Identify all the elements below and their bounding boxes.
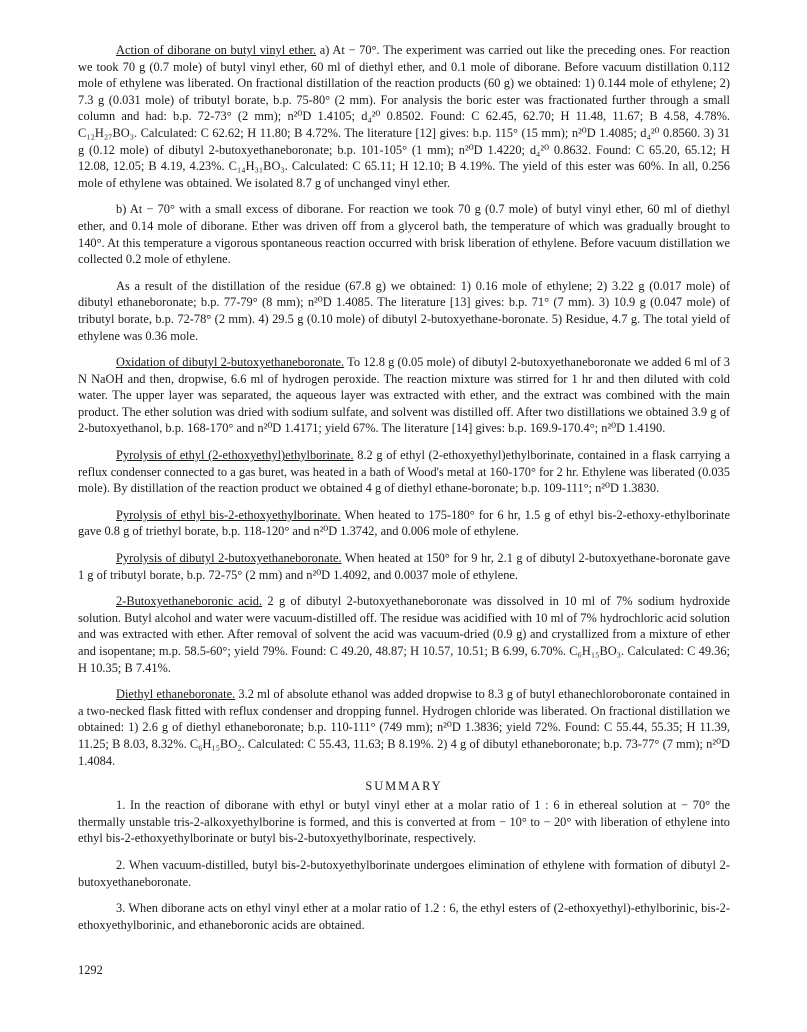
- paragraph-heading: Action of diborane on butyl vinyl ether.: [116, 43, 317, 57]
- summary-heading: SUMMARY: [365, 779, 443, 794]
- summary-item: 3. When diborane acts on ethyl vinyl ether at a molar ratio of 1.2 : 6, the ethyl esters of (2-ethoxyethyl)-ethylborinic, bis-2-ethoxyethylborinic, and ethaneboronic acids are obtained.: [78, 901, 730, 932]
- paragraph-heading: Oxidation of dibutyl 2-butoxyethaneboronate.: [116, 355, 345, 370]
- paragraph-text: b) At − 70° with a small excess of diborane. For reaction we took 70 g (0.7 mole) of butyl vinyl ether, 60 ml of diethyl ether, and 0.14 mole of diborane. Ether was driven off from a glycerol bath, the temperature of which was gradually brought to 140°. At this temperature a vigorous spontaneous reaction occurred with brisk liberation of ethylene. Before vacuum distillation we collected 0.2 mole of ethylene.: [78, 202, 730, 267]
- paragraph-oxidation: [78, 354, 730, 437]
- paragraph-distillation-residue: [78, 278, 730, 344]
- paragraph-heading: Pyrolysis of dibutyl 2-butoxyethaneboronate.: [116, 551, 342, 566]
- paragraph-text: To 12.8 g (0.05 mole) of dibutyl 2-butoxyethaneboronate we added 6 ml of 3 N NaOH and then, dropwise, 6.6 ml of hydrogen peroxide. The reaction mixture was stirred for 1 hr and then diluted with cold water. The upper layer was separated, the aqueous layer was extracted with ether, and the extract was combined with the main product. The ether solution was dried with sodium sulfate, and solvent was distilled off. After two distillations we obtained 3.9 g of 2-butoxyethanol, b.p. 168-170° and n²⁰D 1.4171; yield 67%. The literature [14] gives: b.p. 169.9-170.4°; n²⁰D 1.4190.: [78, 355, 730, 436]
- paragraph-text: 2 g of dibutyl 2-butoxyethaneboronate was dissolved in 10 ml of 7% sodium hydroxide solution. Butyl alcohol and water were vacuum-distilled off. The residue was acidified with 10 ml of 7% hydrochloric acid solution and was extracted with ether. After removal of solvent the acid was vacuum-dried (0.9 g) and crystallized from a mixture of ether and isopentane; m.p. 58.5-60°; yield 79%. Found: C 49.20, 48.87; H 10.57, 10.51; B 6.99, 6.70%. C₆H₁₅BO₃. Calculated: C 49.36; H 10.35; B 7.41%.: [78, 594, 730, 675]
- summary-item: 1. In the reaction of diborane with ethyl or butyl vinyl ether at a molar ratio of 1 : 6 in ethereal solution at − 70° the thermally unstable tris-2-alkoxyethylborine is formed, and this is converted at from − 10° to − 20° with liberation of ethylene into ethyl bis-2-ethoxyethylborinate or butyl bis-2-butoxyethylborinate, respectively.: [78, 798, 730, 846]
- paragraph-text: 3.2 ml of absolute ethanol was added dropwise to 8.3 g of butyl ethanechloroboronate contained in a two-necked flask fitted with reflux condenser and dropping funnel. Hydrogen chloride was liberated. On fractional distillation we obtained: 1) 2.6 g of diethyl ethaneboronate; b.p. 110-111° (749 mm); n²⁰D 1.3836; yield 72%. Found: C 55.44, 55.35; H 11.39, 11.25; B 8.03, 8.32%. C₆H₁₅BO₂. Calculated: C 55.43, 11.63; B 8.19%. 2) 4 g of dibutyl ethaneboronate; b.p. 73-77° (7 mm); n²⁰D 1.4084.: [78, 687, 730, 768]
- paragraph-text: As a result of the distillation of the residue (67.8 g) we obtained: 1) 0.16 mole of ethylene; 2) 3.22 g (0.017 mole) of dibutyl ethaneboronate; b.p. 77-79° (8 mm); n²⁰D 1.4085. The literature [13] gives: b.p. 71° (7 mm). 3) 10.9 g (0.047 mole) of tributyl borate, b.p. 72-78° (2 mm). 4) 29.5 g (0.10 mole) of dibutyl 2-butoxyethane-boronate. 5) Residue, 4.7 g. The total yield of ethylene was 0.36 mole.: [78, 278, 730, 343]
- paragraph-pyrolysis-ethylborinate: [78, 447, 730, 497]
- paragraph-excess-diborane: [78, 201, 730, 267]
- paragraph-boronic-acid: [78, 593, 730, 676]
- paragraph-pyrolysis-bis-ethoxyethyl: [78, 507, 730, 540]
- paragraph-heading: 2-Butoxyethaneboronic acid.: [116, 594, 263, 609]
- paragraph-text: When heated to 175-180° for 6 hr, 1.5 g of ethyl bis-2-ethoxy-ethylborinate gave 0.8 g of triethyl borate, b.p. 118-120° and n²⁰D 1.3742, and 0.006 mole of ethylene.: [78, 507, 730, 539]
- paragraph-text: a) At − 70°. The experiment was carried out like the preceding ones. For reaction we took 70 g (0.7 mole) of butyl vinyl ether, 60 ml of diethyl ether, and 0.1 mole of diborane. Before vacuum distillation 0.112 mole of ethylene was liberated. On fractional distillation of the reaction products (60 g) we obtained: 1) 0.144 mole of ethylene; 2) 7.3 g (0.031 mole) of tributyl borate, b.p. 75-80° (2 mm). For analysis the boric ester was fractionated further through a small column and had: b.p. 72-73° (2 mm); n²⁰D 1.4105; d₄²⁰ 0.8502. Found: C 62.45, 62.70; H 11.48, 11.67; B 4.58, 4.78%. C₁₂H₂₇BO₃. Calculated: C 62.62; H 11.80; B 4.72%. The literature [12] gives: b.p. 115° (15 mm); n²⁰D 1.4085; d₄²⁰ 0.8560. 3) 31 g (0.12 mole) of dibutyl 2-butoxyethaneboronate; b.p. 101-105° (1 mm); n²⁰D 1.4220; d₄²⁰ 0.8632. Found: C 65.20, 65.12; H 12.08, 12.05; B 4.19, 4.23%. C₁₄H₃₁BO₃. Calculated: C 65.11; H 12.10; B 4.19%. The yield of this ester was 60%. In all, 0.256 mole of ethylene was obtained. We isolated 8.7 g of unchanged vinyl ether.: [78, 43, 730, 190]
- paragraph-diethyl-ethaneboronate: [78, 686, 730, 769]
- paragraph-text: When heated at 150° for 9 hr, 2.1 g of dibutyl 2-butoxyethane-boronate gave 1 g of tributyl borate, b.p. 72-75° (2 mm) and n²⁰D 1.4092, and 0.0037 mole of ethylene.: [78, 551, 731, 582]
- paragraph-text: 8.2 g of ethyl (2-ethoxyethyl)ethylborinate, contained in a flask carrying a reflux condenser connected to a gas buret, was heated in a bath of Wood's metal at 160-170° for 2 hr. Ethylene was liberated (0.035 mole). By distillation of the reaction product we obtained 4 g of diethyl ethane-boronate; b.p. 109-111°; n²⁰D 1.3830.: [78, 448, 730, 496]
- paragraph-heading: Pyrolysis of ethyl (2-ethoxyethyl)ethylborinate.: [116, 448, 354, 463]
- paragraph-heading: Pyrolysis of ethyl bis-2-ethoxyethylborinate.: [116, 507, 341, 522]
- page-number: 1292: [78, 963, 103, 977]
- paragraph-pyrolysis-dibutyl: [78, 550, 730, 583]
- paragraph-heading: Diethyl ethaneboronate.: [116, 687, 236, 702]
- paragraph-action-diborane: [78, 42, 730, 191]
- document-body: [78, 42, 730, 943]
- summary-item: 2. When vacuum-distilled, butyl bis-2-butoxyethylborinate undergoes elimination of ethylene with formation of dibutyl 2-butoxyethaneboronate.: [78, 857, 730, 889]
